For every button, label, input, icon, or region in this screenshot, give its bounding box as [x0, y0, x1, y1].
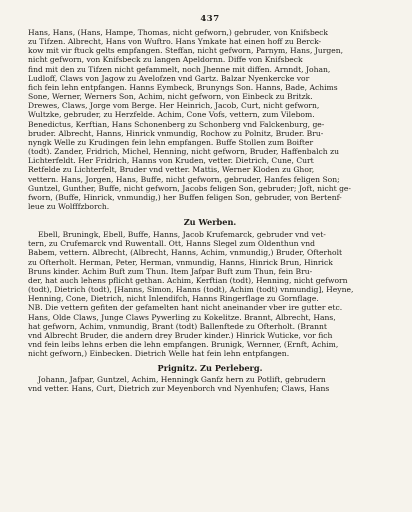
text-line: Hans, Hans, (Hans, Hampe, Thomas, nicht gefworn,) gebruder, von Knifsbeck	[28, 28, 329, 37]
text-line: Babem, vettern. Albrecht, (Albrecht, Hanns, Achim, vnmundig,) Bruder, Ofterholt	[28, 248, 343, 258]
section-paragraph-3	[28, 375, 392, 393]
text-line: hat gefworn, Achim, vnmundig, Brant (todt) Ballenftede zu Ofterholt. (Brannt	[28, 321, 327, 331]
text-line: tern, zu Crufemarck vnd Ruwentall. Ott, Hanns Slegel zum Oldenthun vnd	[28, 239, 315, 249]
text-line: Lichterfeldt. Her Fridrich, Hanns von Kruden, vetter. Dietrich, Cune, Curt	[28, 156, 314, 166]
text-line: kow mit vir ftuck gelts empfangen. Steffan, nicht gefworn, Parnym, Hans, Jurgen,	[28, 46, 343, 56]
text-line: nicht gefworn, von Knifsbeck zu langen Apeldornn. Diffe von Knifsbeck	[28, 55, 303, 65]
text-line: nyngk Welle zu Krudingen fein lehn empfangen. Buffe Stollen zum Boifter	[28, 137, 314, 147]
text-line: find mit den zu Tifzen nicht gefammelt, noch Jhenne mit diffen. Arnndt, Johan,	[28, 64, 331, 74]
text-line: (todt), Dietrich (todt), [Hanns, Simon, Hanns (todt), Achim (todt) vnmundig], Heyne,	[28, 285, 354, 295]
text-line: vettern. Hans, Jorgen, Hans, Buffe, nicht gefworn, gebruder, Hanfes feligen Son;	[28, 174, 340, 184]
text-line: (todt). Zander, Fridrich, Michel, Henning, nicht gefworn, Bruder, Haffenbalch zu	[28, 147, 339, 157]
text-line: vnd vetter. Hans, Curt, Dietrich zur Meyenborch vnd Nyenhufen; Claws, Hans	[28, 384, 330, 394]
text-line: Benedictus, Kerftian, Hans Schonenberg zu Schonberg vnd Falckenburg, ge-	[28, 119, 325, 129]
section-heading-werben: Zu Werben.	[183, 217, 237, 228]
page-number: 437	[200, 14, 220, 24]
text-line: vnd Albrecht Bruder, die andern drey Bruder kinder.) Hinrick Wuticke, vor fich	[28, 330, 333, 340]
section-paragraph-1	[28, 28, 392, 211]
text-line: Bruns kinder. Achim Buft zum Thun. Item Jafpar Buft zum Thun, fein Bru-	[28, 266, 313, 276]
text-line: Wultzke, gebruder, zu Herzfelde. Achim, Cone Vofs, vettern, zum Vilebom.	[28, 110, 315, 120]
text-line: Guntzel, Gunther, Buffe, nicht gefworn, Jacobs feligen Son, gebruder; Joft, nicht ge-	[28, 183, 351, 193]
text-line: nicht gefworn,) Einbecken. Dietrich Welle hat fein lehn entpfangen.	[28, 349, 290, 359]
text-line: fich fein lehn entpfangen. Hanns Eymbeck, Brunyngs Son. Hanns, Bade, Achims	[28, 82, 338, 92]
text-line: zu Tifzen. Albrecht, Hans von Wuftro. Hans Ymkate hat einen hoff zu Berck-	[28, 37, 322, 47]
text-line: Ludloff, Claws von Jagow zu Avelofzen vnd Gartz. Balzar Nyenkercke vor	[28, 73, 310, 83]
text-line: Sone, Werner, Werners Son, Achim, nicht gefworn, von Einbeck zu Britzk.	[28, 92, 313, 102]
text-line: bruder. Albrecht, Hanns, Hinrick vnmundig, Rochow zu Polnitz, Bruder. Bru-	[28, 128, 324, 138]
text-line: Hans, Olde Claws, Junge Claws Pywerling zu Kokelitze. Brannt, Albrecht, Hans,	[28, 312, 336, 322]
section-heading-prignitz: Prignitz. Zu Perleberg.	[157, 363, 263, 374]
text-line: NB. Die vettern gefiten der gefamelten hant nicht aneinander vber ire gutter etc.	[28, 303, 343, 313]
section-paragraph-2	[28, 230, 392, 358]
text-line: fworn, (Buffe, Hinrick, vnmundig,) her Buffen feligen Son, gebruder, von Bertenf-	[28, 192, 342, 202]
text-line: zu Ofterholt. Herman, Peter, Herman, vnmundig, Hanns, Hinrick Brun, Hinrick	[28, 257, 333, 267]
text-line: Johann, Jafpar, Guntzel, Achim, Henningk Ganfz hern zu Potlift, gebrudern	[38, 375, 326, 385]
text-line: vnd fein leibs lehns erben die lehn empfangen. Brunigk, Wernner, (Ernft, Achim,	[28, 340, 339, 349]
text-line: Drewes, Claws, Jorge vom Berge. Her Heinrich, Jacob, Curt, nicht gefworn,	[28, 101, 320, 111]
text-line: der, hat auch lehens pflicht gethan. Achim, Kerftian (todt), Henning, nicht gefworn	[28, 275, 348, 285]
text-line: Retfelde zu Lichterfelt, Bruder vnd vetter. Mattis, Werner Kloden zu Ghor,	[28, 165, 315, 175]
text-line: Henning, Cone, Dietrich, nicht Inlendifch, Hanns Ringerflage zu Gornflage.	[28, 294, 319, 304]
text-line: leue zu Wolfffzborch.	[28, 201, 110, 211]
text-line: Ebell, Bruningk, Ebell, Buffe, Hanns, Jacob Krufemarck, gebruder vnd vet-	[38, 230, 326, 240]
